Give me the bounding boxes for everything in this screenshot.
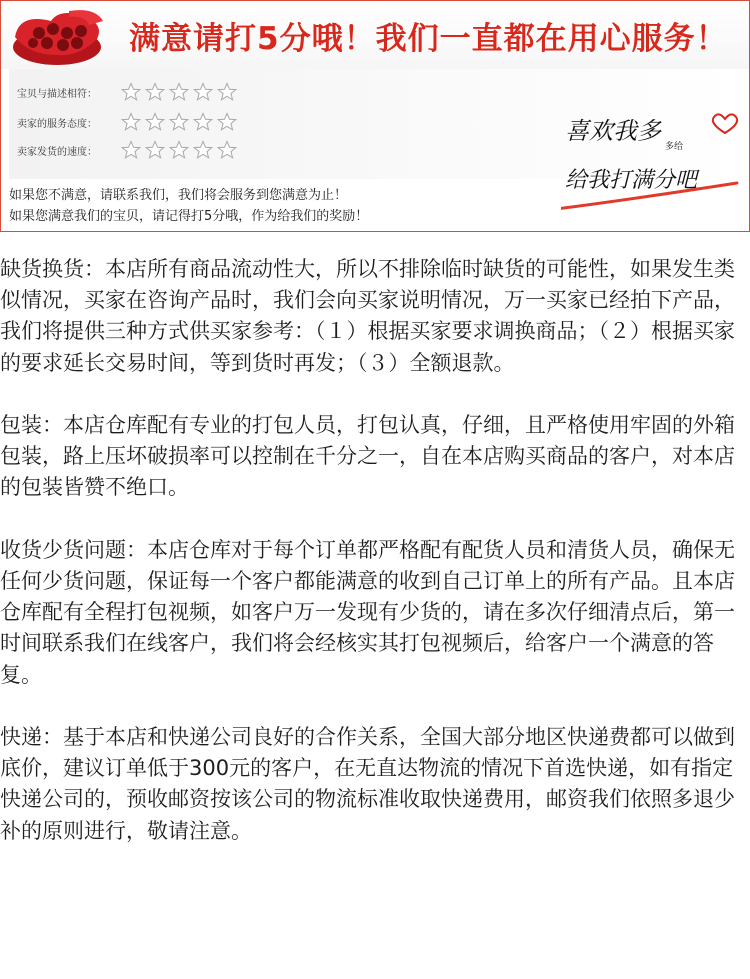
policy-paragraph-missing-items: 收货少货问题：本店仓库对于每个订单都严格配有配货人员和清货人员，确保无任何少货问题，保证每一个客户都能满意的收到自己订单上的所有产品。且本店仓库配有全程打包视频，如客户万一发现有少货的，请在多次仔细清点后，第一时间联系我们在线客户，我们将会经核实其打包视频后，给客户一个满意的答复。 <box>0 537 735 687</box>
star-outline-icon[interactable] <box>217 82 237 102</box>
star-outline-icon[interactable] <box>217 112 237 132</box>
notice-line2: 如果您满意我们的宝贝，请记得打5分哦，作为给我们的奖励！ <box>9 209 369 224</box>
slogan-line1: 喜欢我多 <box>565 117 661 145</box>
banner-headline: 满意请打5分哦！我们一直都在用心服务！ <box>129 21 728 57</box>
policy-paragraph-packaging: 包装：本店仓库配有专业的打包人员，打包认真，仔细，且严格使用牢固的外箱包装，路上压坏破损率可以控制在千分之一，自在本店购买商品的客户，对本店的包装皆赞不绝口。 <box>0 413 735 500</box>
star-outline-icon[interactable] <box>169 140 189 160</box>
heart-gift-box-icon <box>9 7 105 69</box>
star-outline-icon[interactable] <box>217 140 237 160</box>
star-rating[interactable] <box>121 82 237 102</box>
policy-content <box>0 254 750 878</box>
star-outline-icon[interactable] <box>145 82 165 102</box>
policy-paragraph-shipping: 快递：基于本店和快递公司良好的合作关系，全国大部分地区快递费都可以做到底价，建议订单低于300元的客户，在无直达物流的情况下首选快递，如有指定快递公司的，预收邮资按该公司的物流标准收取快递费用，邮资我们依照多退少补的原则进行，敬请注意。 <box>0 725 735 843</box>
star-outline-icon[interactable] <box>121 112 141 132</box>
banner-header <box>1 1 749 69</box>
rating-row-shipping <box>17 137 237 163</box>
slogan-small: 多给 <box>665 142 684 152</box>
handwritten-slogan <box>561 101 741 221</box>
notice-line1: 如果您不满意，请联系我们，我们将会服务到您满意为止！ <box>9 188 348 203</box>
rating-row-service <box>17 109 237 135</box>
star-outline-icon[interactable] <box>121 140 141 160</box>
slogan-line2: 给我打满分吧 <box>565 168 698 193</box>
star-outline-icon[interactable] <box>169 82 189 102</box>
star-rating[interactable] <box>121 140 237 160</box>
policy-paragraph-stockout: 缺货换货：本店所有商品流动性大，所以不排除临时缺货的可能性，如果发生类似情况，买家在咨询产品时，我们会向买家说明情况，万一买家已经拍下产品，我们将提供三种方式供买家参考：（１）根据买家要求调换商品；（２）根据买家的要求延长交易时间，等到货时再发；（３）全额退款。 <box>0 257 735 375</box>
rating-label: 卖家发货的速度： <box>17 146 97 158</box>
star-rating[interactable] <box>121 112 237 132</box>
star-outline-icon[interactable] <box>193 140 213 160</box>
star-outline-icon[interactable] <box>193 82 213 102</box>
star-outline-icon[interactable] <box>121 82 141 102</box>
star-outline-icon[interactable] <box>169 112 189 132</box>
star-outline-icon[interactable] <box>193 112 213 132</box>
rating-banner <box>0 0 750 232</box>
heart-outline-icon <box>713 114 737 133</box>
rating-row-description <box>17 79 237 105</box>
rating-label: 卖家的服务态度： <box>17 118 97 130</box>
star-outline-icon[interactable] <box>145 140 165 160</box>
rating-label: 宝贝与描述相符： <box>17 88 97 100</box>
star-outline-icon[interactable] <box>145 112 165 132</box>
